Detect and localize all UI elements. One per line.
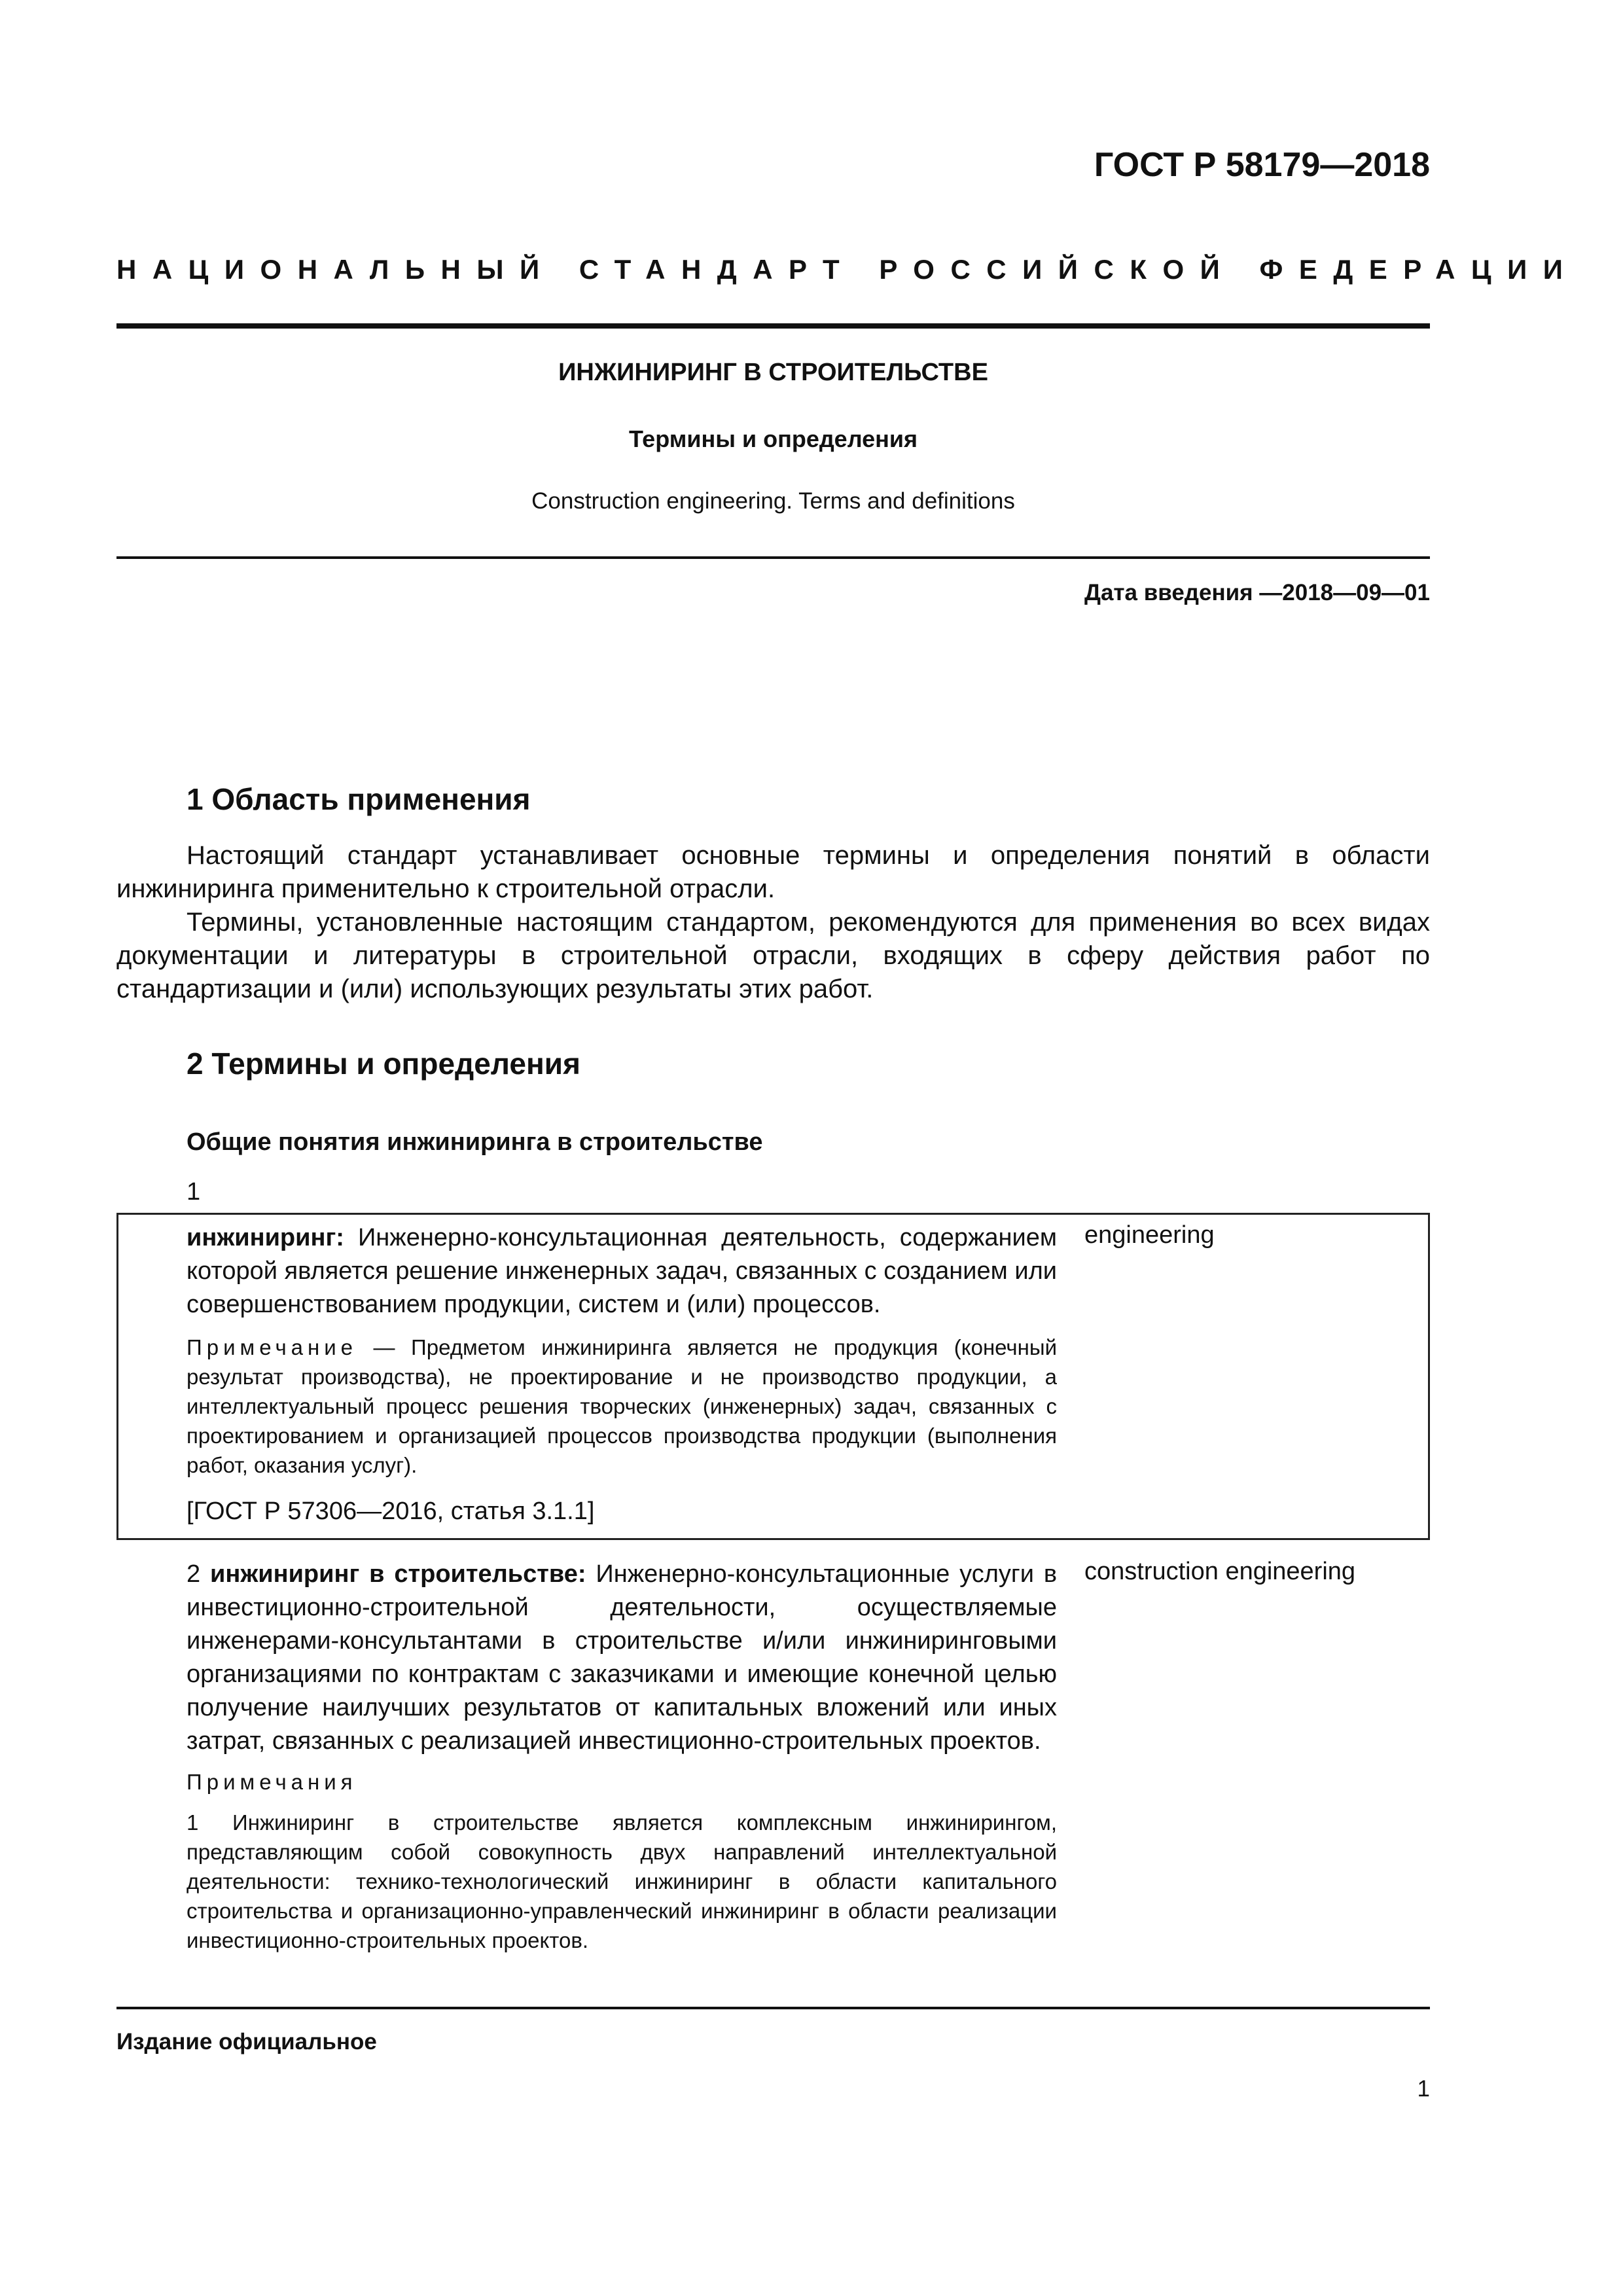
page-number: 1 [1417, 2076, 1430, 2102]
term-1-definition: Инженерно-консультационная деятельность, содержанием которой является решение инженерных задач, связанных с созданием или совершенствованием продукции, систем и (или) процессов. [187, 1224, 1057, 1318]
term-2-english: construction engineering [1084, 1558, 1356, 1585]
term-2-note-1-text: 1 Инжиниринг в строительстве является комплексным инжинирингом, представляющим собой совокупность двух направлений интеллектуальной деятельности: технико-технологический инжиниринг в области капитального строительства и организационно-управленческий инжиниринг в области реализации инвестиционно-строительных проектов. [187, 1810, 1057, 1952]
term-1-source: [ГОСТ Р 57306—2016, статья 3.1.1] [187, 1498, 595, 1525]
section-1-heading: 1 Область применения [187, 782, 531, 816]
term-1-note-label: Примечание [187, 1335, 358, 1359]
official-edition: Издание официальное [116, 2029, 377, 2054]
term-2-note-1 [187, 1808, 1057, 1955]
term-2-term: инжиниринг в строительстве: [210, 1560, 586, 1588]
footer-rule [116, 2007, 1430, 2009]
term-2-definition: Инженерно-консультационные услуги в инвестиционно-строительной деятельности, осуществляемые инженерами-консультантами в строительстве и/или инжиниринговыми организациями по контрактам с заказчиками и имеющие конечной целью получение наилучших результатов от капитальных вложений или иных затрат, связанных с реализацией инвестиционно-строительных проектов. [187, 1560, 1057, 1755]
term-2-number: 2 [187, 1560, 210, 1588]
standard-number: ГОСТ Р 58179—2018 [1094, 146, 1430, 184]
term-1-term: инжиниринг: [187, 1224, 344, 1251]
section-2-heading: 2 Термины и определения [187, 1047, 580, 1081]
introduction-date: Дата введения —2018—09—01 [1084, 580, 1430, 605]
scope-paragraph-2: Термины, установленные настоящим стандартом, рекомендуются для применения во всех видах документации и литературы в строительной отрасли, входящих в сферу действия работ по стандартизации и (или) использующих результаты этих работ. [116, 908, 1430, 1003]
term-1-number: 1 [187, 1178, 201, 1206]
term-1-note-text: — Предметом инжиниринга является не продукция (конечный результат производства), не проектирование и не производство продукции, а интеллектуальный процесс решения творческих (инженерных) задач, связанных с проектированием и организацией процессов производства продукции (выполнения работ, оказания услуг). [187, 1335, 1057, 1477]
term-2-entry [187, 1558, 1057, 1758]
document-title: ИНЖИНИРИНГ В СТРОИТЕЛЬСТВЕ [558, 359, 988, 386]
national-standard-title: НАЦИОНАЛЬНЫЙ СТАНДАРТ РОССИЙСКОЙ ФЕДЕРАЦИИ [116, 254, 1579, 285]
terms-group-heading: Общие понятия инжиниринга в строительстве [187, 1128, 763, 1156]
term-1-entry [187, 1221, 1057, 1321]
term-1-note [187, 1333, 1057, 1480]
section-1-body [116, 839, 1430, 1006]
term-1-english: engineering [1084, 1221, 1215, 1249]
title-rule [116, 556, 1430, 559]
document-subtitle: Термины и определения [628, 425, 918, 452]
scope-paragraph-1: Настоящий стандарт устанавливает основные термины и определения понятий в области инжиниринга применительно к строительной отрасли. [116, 841, 1430, 903]
header-rule [116, 323, 1430, 329]
english-title: Construction engineering. Terms and definitions [531, 488, 1015, 514]
term-2-notes-label: Примечания [187, 1770, 357, 1794]
